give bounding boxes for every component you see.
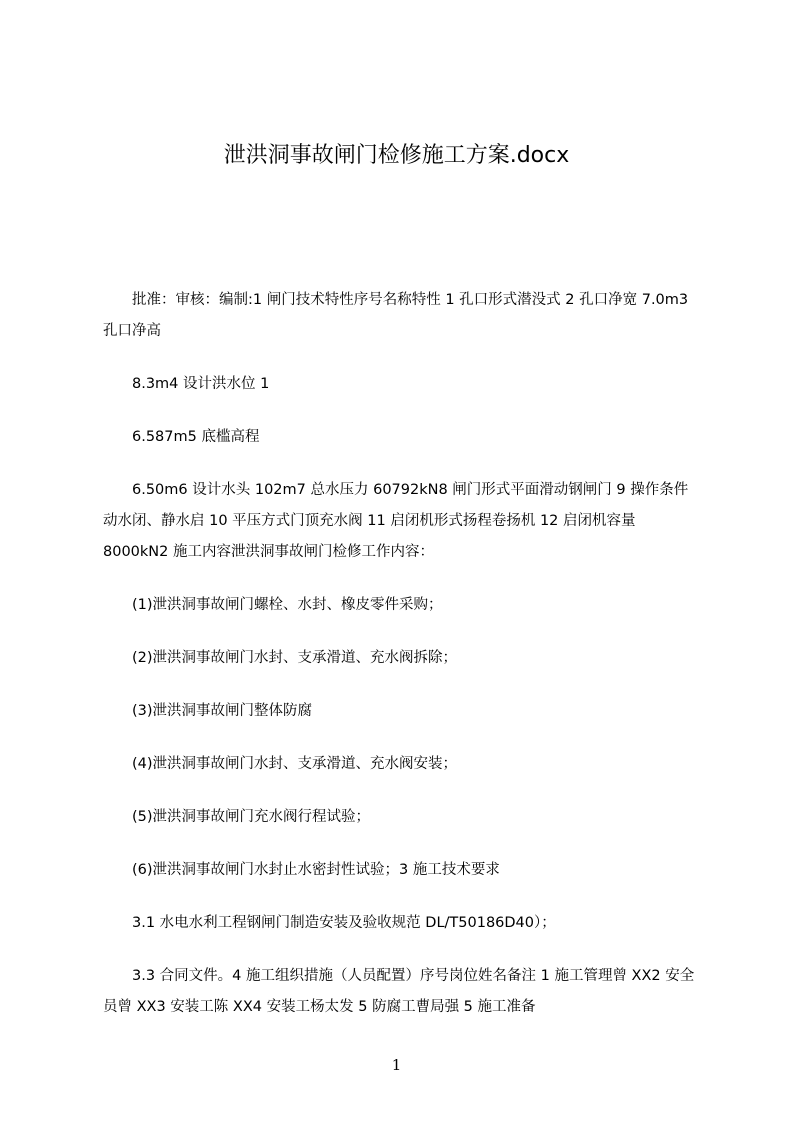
- list-item: (4)泄洪洞事故闸门水封、支承滑道、充水阀安装；: [132, 756, 458, 772]
- list-item: (2)泄洪洞事故闸门水封、支承滑道、充水阀拆除；: [132, 650, 458, 666]
- page-number: 1: [391, 1056, 402, 1074]
- paragraph-design-flood-level: 8.3m4 设计洪水位 1: [132, 376, 270, 392]
- paragraph-sill-elevation: 6.587m5 底槛高程: [132, 429, 260, 445]
- document-title: 泄洪洞事故闸门检修施工方案.docx: [223, 143, 570, 168]
- list-item: (3)泄洪洞事故闸门整体防腐: [132, 703, 313, 719]
- paragraph-approval: 批准：审核：编制:1 闸门技术特性序号名称特性 1 孔口形式潜没式 2 孔口净宽 7.0m3 孔口净高: [103, 292, 689, 339]
- list-item: (1)泄洪洞事故闸门螺栓、水封、橡皮零件采购；: [132, 597, 443, 613]
- list-item: (6)泄洪洞事故闸门水封止水密封性试验；3 施工技术要求: [132, 862, 500, 878]
- document-body: [103, 285, 699, 1045]
- paragraph-organization: 3.3 合同文件。4 施工组织措施（人员配置）序号岗位姓名备注 1 施工管理曾 XX2 安全员曾 XX3 安装工陈 XX4 安装工杨太发 5 防腐工曹局强 5 施工准备: [103, 968, 695, 1015]
- paragraph-specifications: 6.50m6 设计水头 102m7 总水压力 60792kN8 闸门形式平面滑动钢闸门 9 操作条件动水闭、静水启 10 平压方式门顶充水阀 11 启闭机形式扬程卷扬机 12 启闭机容量 8000kN2 施工内容泄洪洞事故闸门检修工作内容：: [103, 482, 689, 560]
- paragraph-standard: 3.1 水电水利工程钢闸门制造安装及验收规范 DL/T50186D40）；: [132, 915, 556, 931]
- list-item: (5)泄洪洞事故闸门充水阀行程试验；: [132, 809, 371, 825]
